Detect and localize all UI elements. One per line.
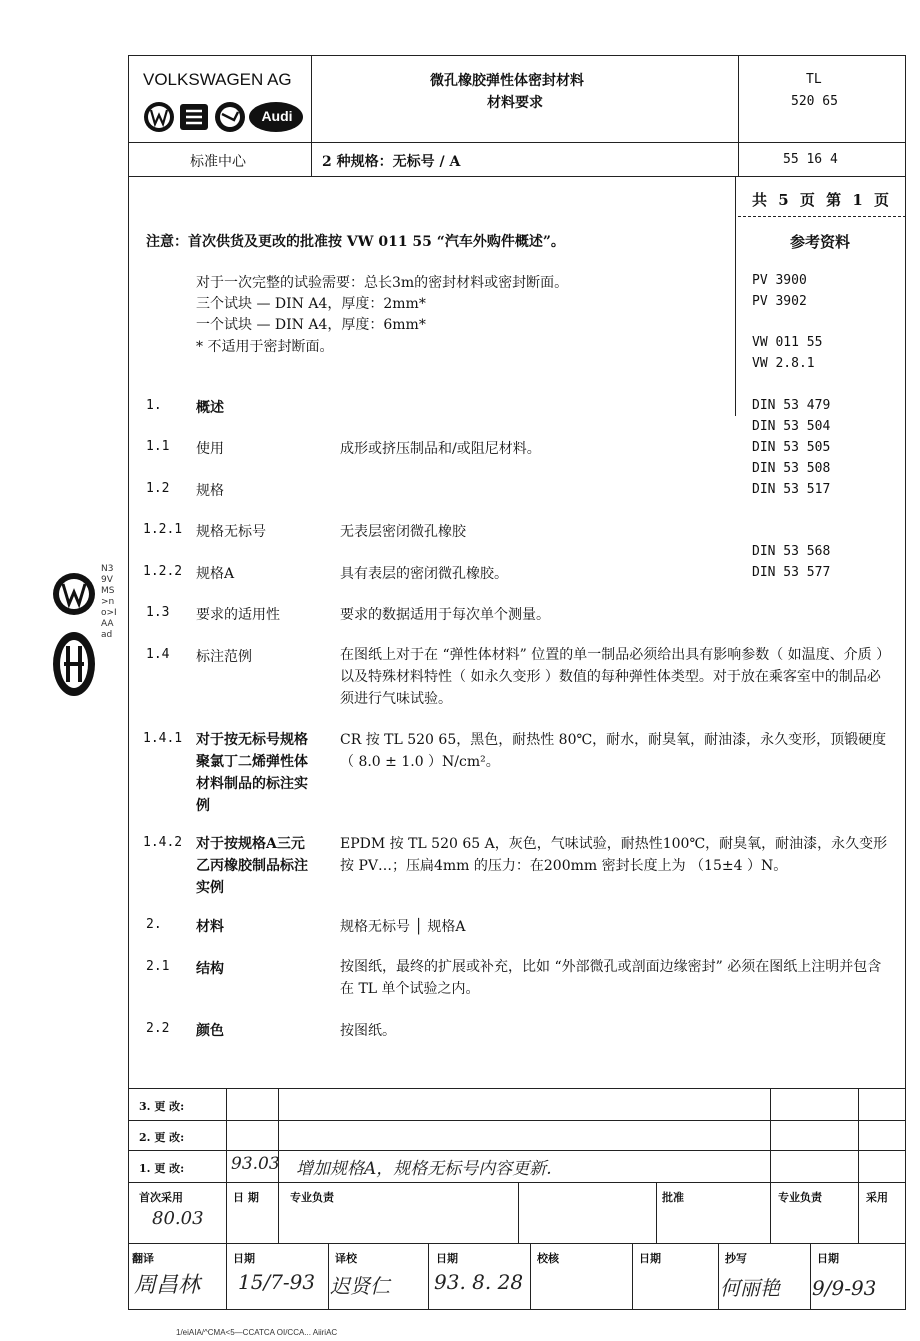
section-body: 成形或挤压制品和/或阻尼材料。 — [340, 441, 541, 457]
revision-text-1: 增加规格A，规格无标号内容更新. — [296, 1159, 552, 1179]
header-bottom — [128, 176, 906, 177]
revision-label-3: 3. 更 改: — [139, 1100, 185, 1113]
section-body: 在图纸上对于在 “弹性体材料” 位置的单一制品必须给出具有影响参数（ 如温度、介质 ）以及特殊材料特性（ 如永久变形 ）数值的每种弹性体类型。对于放在乘客室中的制品必须进行气味试验。 — [340, 647, 884, 707]
header-divider — [128, 142, 906, 143]
ref-col-line — [735, 176, 736, 416]
header-col1 — [311, 55, 312, 176]
section-title: 使用 — [196, 441, 224, 457]
section-body: 按图纸。 — [340, 1023, 396, 1039]
doc-number: 520 65 — [791, 94, 838, 109]
section-number: 1.2.1 — [143, 522, 183, 537]
test-block-2: 一个试块 — DIN A4，厚度：6mm* — [196, 317, 426, 333]
section-number: 1.4.2 — [143, 835, 183, 850]
ref-item: DIN 53 508 — [752, 461, 831, 476]
side-emblem-icon — [53, 632, 95, 696]
section-title: 标注范例 — [196, 649, 252, 665]
approval-col — [278, 1182, 279, 1243]
responsible-label: 专业负责 — [290, 1191, 334, 1204]
revision-label-1: 1. 更 改: — [139, 1162, 185, 1175]
side-logos — [52, 568, 98, 708]
review-label: 译校 — [335, 1252, 357, 1265]
revision-col — [858, 1088, 859, 1243]
first-use-label: 首次采用 — [139, 1191, 183, 1204]
translator-signature: 周昌林 — [134, 1273, 201, 1298]
date-c-label: 日期 — [639, 1252, 661, 1265]
revision-row — [128, 1150, 906, 1151]
ref-item: PV 3900 — [752, 273, 807, 288]
header-col2 — [738, 55, 739, 176]
section-body: 按图纸，最终的扩展或补充，比如 “外部微孔或剖面边缘密封” 必须在图纸上注明并包含在 TL 单个试验之内。 — [340, 959, 882, 997]
section-title: 概述 — [196, 400, 224, 416]
ref-item: DIN 53 504 — [752, 419, 831, 434]
date-d: 9/9-93 — [812, 1276, 877, 1300]
section-title: 要求的适用性 — [196, 607, 280, 623]
revision-label-2: 2. 更 改: — [139, 1131, 185, 1144]
section-body: 规格无标号 │ 规格A — [340, 919, 466, 935]
section-number: 1.4 — [146, 647, 170, 662]
date-b: 93. 8. 28 — [434, 1270, 524, 1294]
sign-col — [632, 1243, 633, 1310]
sign-col — [530, 1243, 531, 1310]
responsible2-label: 专业负责 — [778, 1191, 822, 1204]
check-label: 校核 — [537, 1252, 559, 1265]
translate-label: 翻译 — [132, 1252, 154, 1265]
approve-label: 批准 — [662, 1191, 684, 1204]
section-number: 1.2 — [146, 481, 170, 496]
ref-item: DIN 53 568 — [752, 544, 831, 559]
section-title: 规格 — [196, 483, 224, 499]
section-number: 1.2.2 — [143, 564, 183, 579]
section-body: 具有表层的密闭微孔橡胶。 — [340, 566, 508, 582]
ref-item: DIN 53 577 — [752, 565, 831, 580]
ref-item: DIN 53 505 — [752, 440, 831, 455]
class-code: 55 16 4 — [783, 152, 838, 167]
date-d-label: 日期 — [817, 1252, 839, 1265]
section-title: 规格A — [196, 566, 235, 582]
section-number: 1.3 — [146, 605, 170, 620]
revision-date-1: 93.03 — [231, 1154, 280, 1174]
section-number: 1.1 — [146, 439, 170, 454]
section-body: CR 按 TL 520 65，黑色，耐热性 80℃，耐水，耐臭氧，耐油漆，永久变形，顶锻硬度（ 8.0 ± 1.0 ）N/cm²。 — [340, 732, 887, 770]
company-name: VOLKSWAGEN AG — [143, 70, 292, 89]
revision-col — [770, 1088, 771, 1243]
skoda-logo-icon — [215, 102, 245, 132]
ref-item: PV 3902 — [752, 294, 807, 309]
sign-col — [226, 1243, 227, 1310]
side-margin-text: N3 9V MS >n o>I AA ad — [101, 564, 117, 640]
revision-top — [128, 1088, 906, 1089]
section-number: 2.2 — [146, 1021, 170, 1036]
section-number: 1. — [146, 398, 162, 413]
revision-row — [128, 1182, 906, 1183]
section-number: 1.4.1 — [143, 731, 183, 746]
section-title: 规格无标号 — [196, 524, 266, 540]
bottom-margin-text: 1/eiAIA/^CMA<5—CCATCA OI/CCA... AiiriAC — [176, 1328, 338, 1337]
date-label: 日 期 — [233, 1191, 259, 1204]
section-title: 对于按规格A三元乙丙橡胶制品标注实例 — [196, 836, 308, 896]
audi-logo-text: Audi — [261, 108, 293, 124]
section-title: 颜色 — [196, 1023, 224, 1039]
page-info-line — [738, 216, 906, 217]
test-block-1: 三个试块 — DIN A4，厚度：2mm* — [196, 296, 426, 312]
revision-col — [226, 1088, 227, 1243]
seat-logo-icon — [180, 104, 208, 130]
adopt-label: 采用 — [866, 1191, 888, 1204]
section-body: 要求的数据适用于每次单个测量。 — [340, 607, 550, 623]
brand-logos — [142, 100, 307, 134]
ref-item: VW 2.8.1 — [752, 356, 815, 371]
department: 标准中心 — [190, 154, 246, 170]
references-title: 参考资料 — [790, 233, 851, 251]
date-b-label: 日期 — [436, 1252, 458, 1265]
approval-note: 注意：首次供货及更改的批准按 VW 011 55 “汽车外购件概述”。 — [146, 234, 565, 250]
doc-title-line2: 材料要求 — [487, 95, 543, 111]
date-a-label: 日期 — [233, 1252, 255, 1265]
section-title: 结构 — [196, 961, 224, 977]
ref-item: DIN 53 479 — [752, 398, 831, 413]
section-number: 2. — [146, 917, 162, 932]
reviewer-signature: 迟贤仁 — [330, 1274, 390, 1298]
test-need-line: 对于一次完整的试验需要：总长3m的密封材料或密封断面。 — [196, 275, 569, 291]
date-a: 15/7-93 — [238, 1270, 316, 1294]
sign-col — [810, 1243, 811, 1310]
section-number: 2.1 — [146, 959, 170, 974]
section-body: 无表层密闭微孔橡胶 — [340, 524, 466, 540]
section-title: 对于按无标号规格聚氯丁二烯弹性体材料制品的标注实例 — [196, 732, 308, 814]
side-vw-logo-icon — [53, 573, 95, 615]
doc-title-line1: 微孔橡胶弹性体密封材料 — [430, 73, 584, 89]
sign-col — [718, 1243, 719, 1310]
copier-signature: 何丽艳 — [720, 1276, 780, 1300]
ref-item: DIN 53 517 — [752, 482, 831, 497]
section-body: EPDM 按 TL 520 65 A，灰色，气味试验，耐热性100℃，耐臭氧，耐油漆，永久变形按 PV…；压扁4mm 的压力：在200mm 密封长度上为 （15±4 ）N。 — [340, 836, 888, 874]
sign-col — [428, 1243, 429, 1310]
page-info: 共 5 页 第 1 页 — [752, 191, 892, 209]
revision-row — [128, 1120, 906, 1121]
ref-item: VW 011 55 — [752, 335, 823, 350]
approval-row — [128, 1243, 906, 1244]
first-use-date: 80.03 — [152, 1208, 204, 1229]
doc-code: TL — [806, 72, 822, 87]
sign-col — [328, 1243, 329, 1310]
section-title: 材料 — [196, 919, 224, 935]
vw-logo-icon — [144, 102, 174, 132]
copy-label: 抄写 — [725, 1252, 747, 1265]
approval-col — [656, 1182, 657, 1243]
approval-col — [518, 1182, 519, 1243]
spec-line: 2 种规格：无标号 / A — [322, 154, 461, 170]
test-footnote: * 不适用于密封断面。 — [196, 339, 334, 355]
